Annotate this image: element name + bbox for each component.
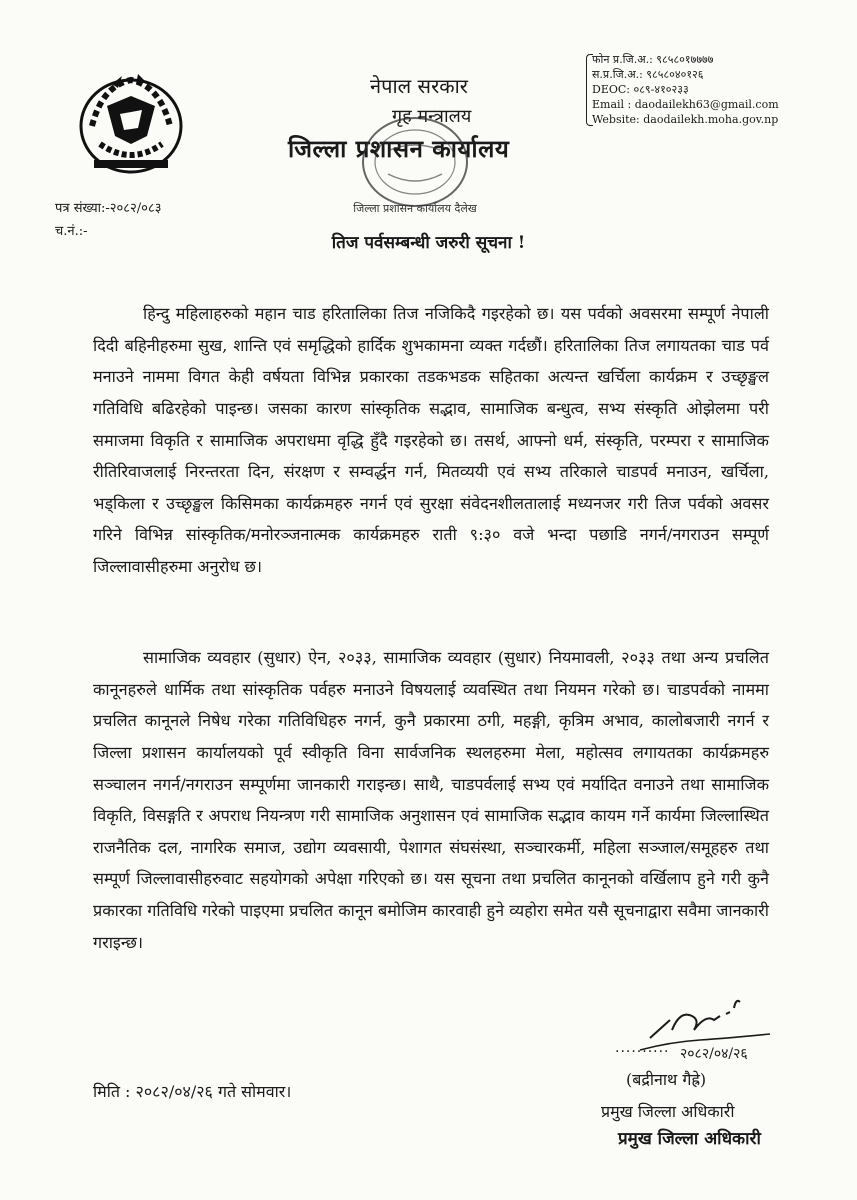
ministry-name: गृह मन्त्रालय — [392, 106, 472, 127]
notice-subject: तिज पर्वसम्बन्धी जरुरी सूचना ! — [331, 233, 526, 253]
handwritten-date: २०८२/०४/२६ — [680, 1046, 748, 1062]
website-address: Website: daodailekh.moha.gov.np — [592, 113, 779, 126]
notice-paragraph-2: सामाजिक व्यवहार (सुधार) ऐन, २०३३, सामाजिक व्यवहार (सुधार) नियमावली, २०३३ तथा अन्य प्रचलित कानूनहरुले धार्मिक तथा सांस्कृतिक पर्वहरु मनाउने विषयलाई व्यवस्थित तथा नियमन गरेको छ। चाडपर्वको नाममा प्रचलित कानूनले निषेध गरेका गतिविधिहरु नगर्न, कुनै प्रकारमा ठगी, महङ्गी, कृत्रिम अभाव, कालोबजारी नगर्न र जिल्ला प्रशासन कार्यालयको पूर्व स्वीकृति विना सार्वजनिक स्थलहरुमा मेला, महोत्सव लगायतका कार्यक्रमहरु सञ्चालन नगर्न/नगराउन सम्पूर्णमा जानकारी गराइन्छ। साथै, चाडपर्वलाई सभ्य एवं मर्यादित वनाउने तथा सामाजिक विकृति, विसङ्गति र अपराध नियन्त्रण गरी सामाजिक अनुशासन एवं सामाजिक सद्भाव कायम गर्ने कार्यमा जिल्लास्थित राजनैतिक दल, नागरिक समाज, उद्योग व्यवसायी, पेशागत संघसंस्था, सञ्चारकर्मी, महिला सञ्जाल/समूहहरु तथा सम्पूर्ण जिल्लावासीहरुवाट सहयोगको अपेक्षा गरिएको छ। यस सूचना तथा प्रचलित कानूनको वर्खिलाप हुने गरी कुनै प्रकारका गतिविधि गरेको पाइएमा प्रचलित कानून बमोजिम कारवाही हुने व्यहोरा समेत यसै सूचनाद्वारा सवैमा जानकारी गराइन्छ। — [93, 648, 769, 952]
office-name: जिल्ला प्रशासन कार्यालय — [288, 134, 510, 163]
letter-number: पत्र संख्या:-२०८२/०८३ — [55, 201, 162, 216]
phone-acdo: स.प्र.जि.अ.: ९८५८०४०१२६ — [592, 68, 704, 81]
phone-cdo: फोन प्र.जि.अ.: ९८५८०१७७७७ — [592, 53, 714, 66]
contact-bracket — [586, 54, 593, 126]
government-name: नेपाल सरकार — [370, 74, 468, 98]
notice-paragraph-1: हिन्दु महिलाहरुको महान चाड हरितालिका तिज नजिकिदै गइरहेको छ। यस पर्वको अवसरमा सम्पूर्ण नेपाली दिदी बहिनीहरुमा सुख, शान्ति एवं समृद्धिको हार्दिक शुभकामना व्यक्त गर्दछौं। हरितालिका तिज लगायतका चाड पर्व मनाउने नाममा विगत केही वर्षयता विभिन्न प्रकारका तडकभडक सहितका अत्यन्त खर्चिला कार्यक्रम र उच्छृङ्खल गतिविधि बढिरहेको पाइन्छ। जसका कारण सांस्कृतिक सद्भाव, सामाजिक बन्धुत्व, सभ्य संस्कृति ओझेलमा परी समाजमा विकृति र सामाजिक अपराधमा वृद्धि हुँदै गइरहेको छ। तसर्थ, आफ्नो धर्म, संस्कृति, परम्परा र सामाजिक रीतिरिवाजलाई निरन्तरता दिन, संरक्षण र सम्वर्द्धन गर्न, मितव्ययी एवं सभ्य तरिकाले चाडपर्व मनाउन, खर्चिला, भड्किला र उच्छृङ्खल किसिमका कार्यक्रमहरु नगर्न एवं सुरक्षा संवेदनशीलतालाई मध्यनजर गरी तिज पर्वको अवसर गरिने विभिन्न सांस्कृतिक/मनोरञ्जनात्मक कार्यक्रमहरु राती ९:३० वजे भन्दा पछाडि नगर्न/नगराउन सम्पूर्ण जिल्लावासीहरुमा अनुरोध छ। — [93, 304, 769, 576]
notice-date: मिति : २०८२/०४/२६ गते सोमवार। — [93, 1082, 292, 1101]
dispatch-number: च.नं.:- — [55, 224, 88, 239]
deoc-phone: DEOC: ०८९-४१०२३३ — [592, 83, 689, 96]
contact-block — [592, 52, 779, 127]
signatory-name: (बद्रीनाथ गैह्रे) — [626, 1070, 707, 1089]
signature-dots: .......... — [615, 1040, 670, 1056]
email-address: Email : daodailekh63@gmail.com — [592, 98, 779, 111]
signatory-stamp: प्रमुख जिल्ला अधिकारी — [618, 1129, 761, 1149]
stamp-text: जिल्ला प्रशासन कार्यालय दैलेख — [353, 202, 477, 215]
signatory-title: प्रमुख जिल्ला अधिकारी — [601, 1102, 735, 1121]
office-stamp-icon — [340, 110, 490, 220]
nepal-emblem-icon — [72, 66, 190, 178]
handwritten-signature-icon — [610, 990, 790, 1070]
